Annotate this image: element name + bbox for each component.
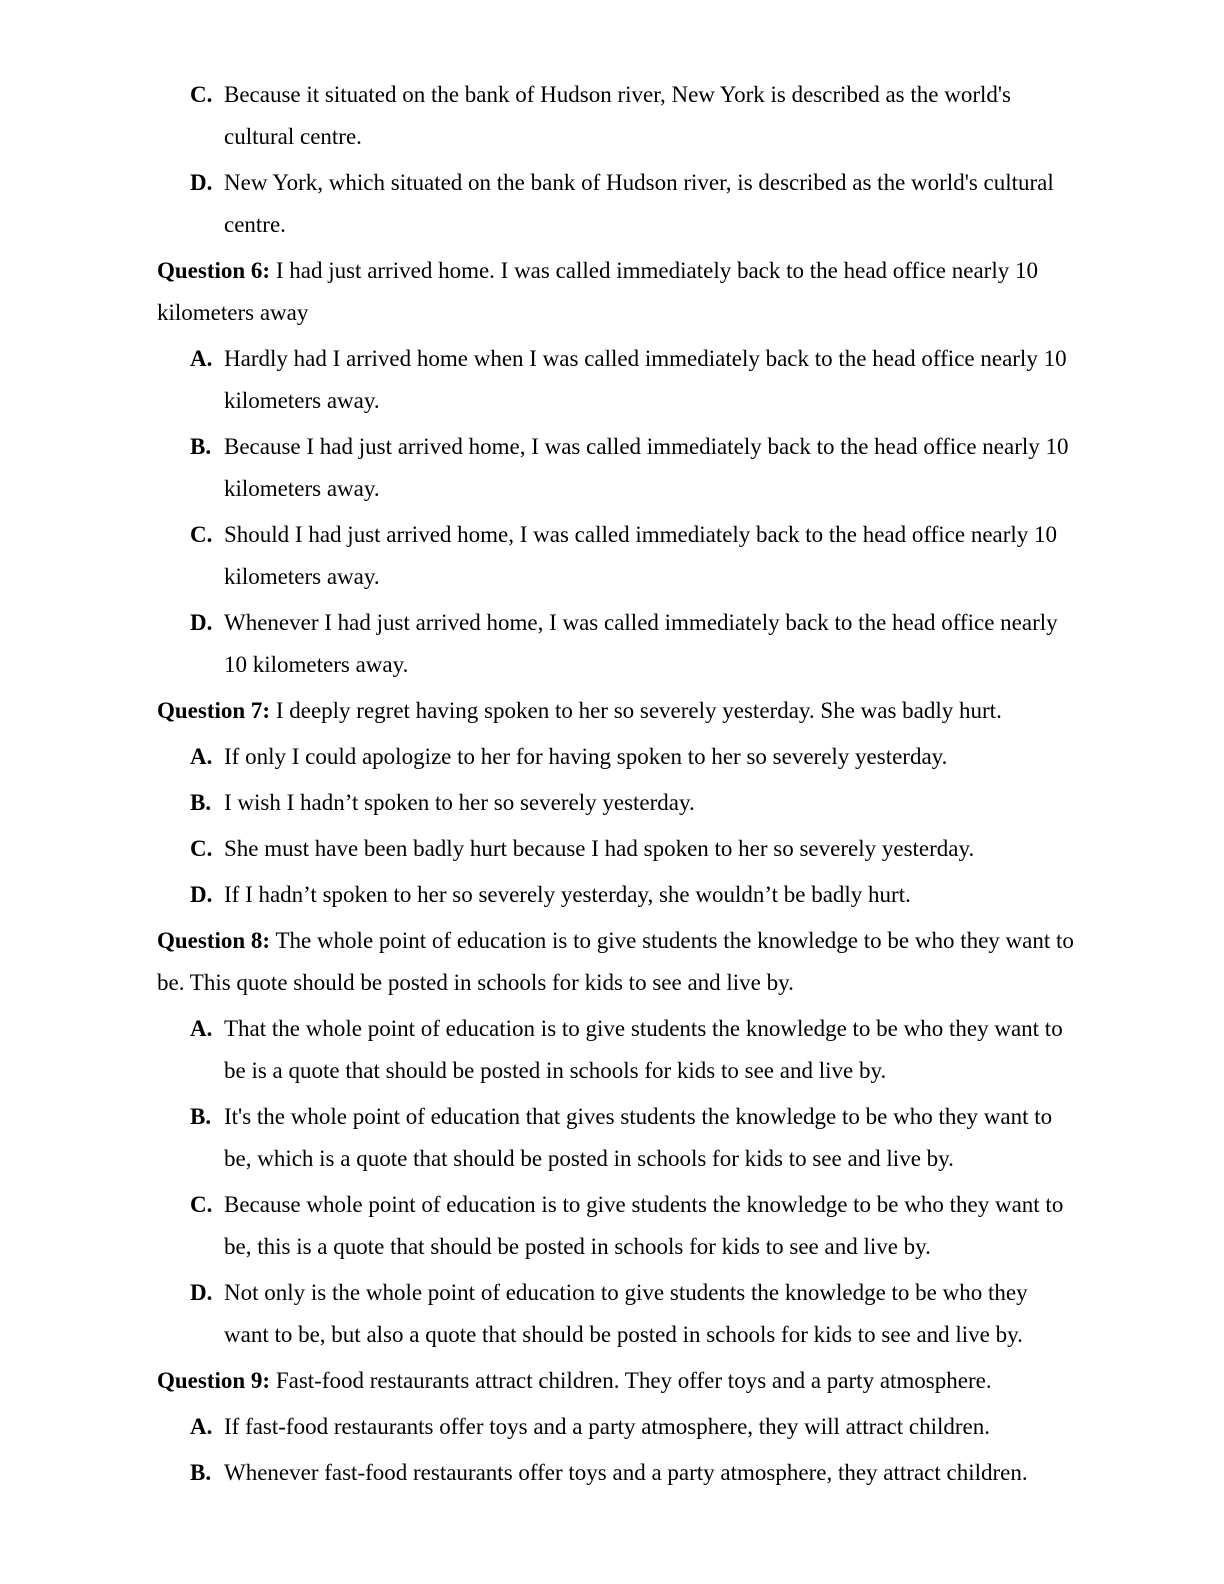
option-letter: A. — [190, 744, 213, 769]
option-letter: C. — [190, 82, 213, 107]
option-text: She must have been badly hurt because I had spoken to her so severely yesterday. — [224, 836, 975, 861]
question-label: Question 6: — [157, 258, 271, 283]
answer-option-7c — [157, 828, 1077, 870]
option-text: If only I could apologize to her for having spoken to her so severely yesterday. — [224, 744, 948, 769]
option-text: Because whole point of education is to give students the knowledge to be who they want to be, this is a quote that should be posted in schools for kids to see and live by. — [224, 1192, 1064, 1259]
answer-option-8d — [157, 1272, 1077, 1356]
option-text: If fast-food restaurants offer toys and a party atmosphere, they will attract children. — [224, 1414, 990, 1439]
option-text: Should I had just arrived home, I was called immediately back to the head office nearly 10 kilometers away. — [224, 522, 1058, 589]
answer-option-6c — [157, 514, 1077, 598]
option-letter: D. — [190, 610, 213, 635]
answer-option-7b — [157, 782, 1077, 824]
option-letter: B. — [190, 434, 212, 459]
option-letter: D. — [190, 882, 213, 907]
answer-option-8a — [157, 1008, 1077, 1092]
option-letter: A. — [190, 346, 213, 371]
option-text: New York, which situated on the bank of Hudson river, is described as the world's cultural centre. — [224, 170, 1054, 237]
answer-option-6d — [157, 602, 1077, 686]
question-text: I deeply regret having spoken to her so severely yesterday. She was badly hurt. — [275, 698, 1002, 723]
option-letter: A. — [190, 1414, 213, 1439]
answer-option-8c — [157, 1184, 1077, 1268]
option-letter: A. — [190, 1016, 213, 1041]
option-letter: B. — [190, 1104, 212, 1129]
option-letter: C. — [190, 522, 213, 547]
answer-option-9a — [157, 1406, 1077, 1448]
question-7 — [157, 690, 1077, 732]
option-letter: D. — [190, 1280, 213, 1305]
question-label: Question 8: — [157, 928, 271, 953]
answer-option-8b — [157, 1096, 1077, 1180]
answer-option-9b — [157, 1452, 1077, 1494]
option-text: Because I had just arrived home, I was called immediately back to the head office nearly 10 kilometers away. — [224, 434, 1069, 501]
answer-option-6a — [157, 338, 1077, 422]
option-letter: C. — [190, 836, 213, 861]
option-text: It's the whole point of education that gives students the knowledge to be who they want to be, which is a quote that should be posted in schools for kids to see and live by. — [224, 1104, 1053, 1171]
document-page — [157, 74, 1077, 1494]
option-text: Not only is the whole point of education to give students the knowledge to be who they want to be, but also a quote that should be posted in schools for kids to see and live by. — [224, 1280, 1028, 1347]
question-8 — [157, 920, 1077, 1004]
question-label: Question 9: — [157, 1368, 271, 1393]
answer-option-6b — [157, 426, 1077, 510]
question-6 — [157, 250, 1077, 334]
question-text: The whole point of education is to give students the knowledge to be who they want to be. This quote should be posted in schools for kids to see and live by. — [157, 928, 1074, 995]
question-label: Question 7: — [157, 698, 271, 723]
answer-option-7a — [157, 736, 1077, 778]
option-letter: D. — [190, 170, 213, 195]
option-text: I wish I hadn’t spoken to her so severely yesterday. — [224, 790, 695, 815]
option-letter: C. — [190, 1192, 213, 1217]
option-text: That the whole point of education is to give students the knowledge to be who they want to be is a quote that should be posted in schools for kids to see and live by. — [224, 1016, 1063, 1083]
question-9 — [157, 1360, 1077, 1402]
option-letter: B. — [190, 790, 212, 815]
answer-option-5c — [157, 74, 1077, 158]
option-text: Whenever fast-food restaurants offer toys and a party atmosphere, they attract children. — [224, 1460, 1028, 1485]
option-text: Hardly had I arrived home when I was called immediately back to the head office nearly 10 kilometers away. — [224, 346, 1067, 413]
option-letter: B. — [190, 1460, 212, 1485]
answer-option-5d — [157, 162, 1077, 246]
option-text: If I hadn’t spoken to her so severely yesterday, she wouldn’t be badly hurt. — [224, 882, 911, 907]
option-text: Because it situated on the bank of Hudson river, New York is described as the world's cultural centre. — [224, 82, 1011, 149]
answer-option-7d — [157, 874, 1077, 916]
question-text: Fast-food restaurants attract children. They offer toys and a party atmosphere. — [275, 1368, 992, 1393]
option-text: Whenever I had just arrived home, I was called immediately back to the head office nearly 10 kilometers away. — [224, 610, 1058, 677]
question-text: I had just arrived home. I was called immediately back to the head office nearly 10 kilometers away — [157, 258, 1038, 325]
